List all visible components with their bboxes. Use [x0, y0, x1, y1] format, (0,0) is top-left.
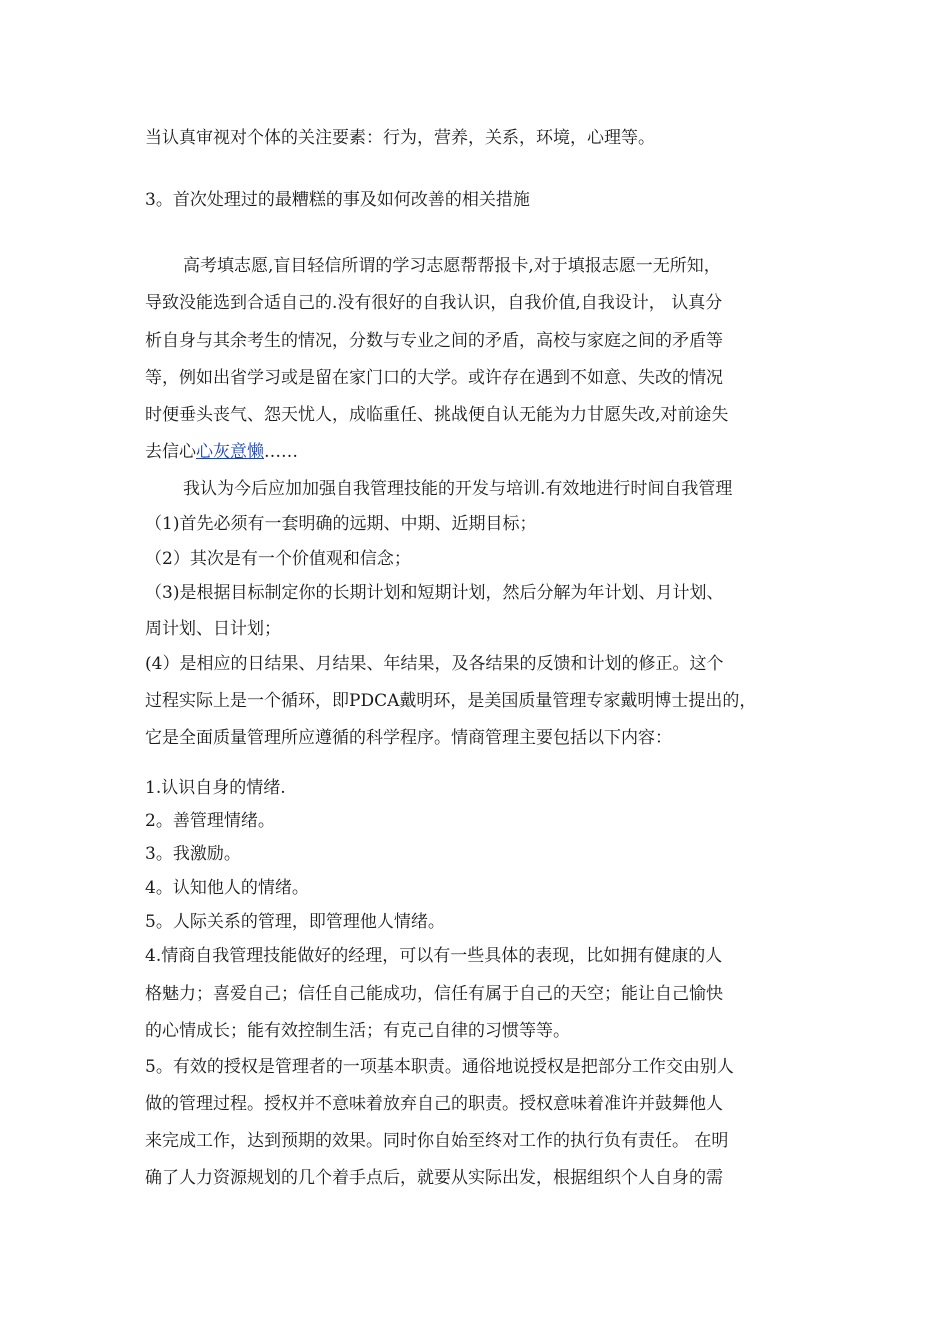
eq-item: 5。人际关系的管理，即管理他人情绪。 — [145, 912, 445, 932]
para1-last-line — [145, 441, 298, 463]
para5-line: 5。有效的授权是管理者的一项基本职责。通俗地说授权是把部分工作交由别人 — [145, 1057, 734, 1077]
para1-last-suffix: …… — [264, 442, 298, 462]
list-item: 周计划、日计划； — [145, 619, 281, 639]
para1-line: 时便垂头丧气、怨天忧人，成临重任、挑战便自认无能为力甘愿失改,对前途失 — [145, 405, 729, 425]
para1-line: 高考填志愿,盲目轻信所谓的学习志愿帮帮报卡,对于填报志愿一无所知， — [183, 256, 721, 276]
list-item: 过程实际上是一个循环，即PDCA戴明环，是美国质量管理专家戴明博士提出的， — [145, 691, 757, 711]
para5-line: 来完成工作，达到预期的效果。同时你自始至终对工作的执行负有责任。 在明 — [145, 1131, 729, 1151]
list-item: （3)是根据目标制定你的长期计划和短期计划，然后分解为年计划、月计划、 — [145, 583, 724, 603]
para1-line: 析自身与其余考生的情况，分数与专业之间的矛盾，高校与家庭之间的矛盾等 — [145, 331, 723, 351]
eq-item: 1.认识自身的情绪. — [145, 778, 286, 798]
para4-line: 的心情成长；能有效控制生活；有克己自律的习惯等等。 — [145, 1021, 570, 1041]
para5-line: 做的管理过程。授权并不意味着放弃自己的职责。授权意味着准许并鼓舞他人 — [145, 1094, 723, 1114]
list-item: （1)首先必须有一套明确的远期、中期、近期目标； — [145, 514, 537, 534]
idiom-link[interactable]: 心灰意懒 — [196, 442, 264, 462]
eq-item: 2。善管理情绪。 — [145, 811, 275, 831]
para4-line: 4.情商自我管理技能做好的经理，可以有一些具体的表现，比如拥有健康的人 — [145, 946, 723, 966]
para5-line: 确了人力资源规划的几个着手点后，就要从实际出发，根据组织个人自身的需 — [145, 1168, 723, 1188]
section-heading-3: 3。首次处理过的最糟糕的事及如何改善的相关措施 — [145, 190, 530, 210]
para1-line: 导致没能选到合适自己的.没有很好的自我认识，自我价值,自我设计， 认真分 — [145, 293, 723, 313]
para1-line: 等，例如出省学习或是留在家门口的大学。或许存在遇到不如意、失改的情况 — [145, 368, 723, 388]
eq-item: 4。认知他人的情绪。 — [145, 878, 309, 898]
list-item: 它是全面质量管理所应遵循的科学程序。情商管理主要包括以下内容： — [145, 728, 672, 748]
para2-first-line: 我认为今后应加加强自我管理技能的开发与培训.有效地进行时间自我管理 — [183, 479, 733, 499]
para1-last-prefix: 去信心 — [145, 442, 196, 462]
eq-item: 3。我激励。 — [145, 844, 241, 864]
para4-line: 格魅力；喜爱自己；信任自己能成功，信任有属于自己的天空；能让自己愉快 — [145, 984, 723, 1004]
list-item: (4）是相应的日结果、月结果、年结果，及各结果的反馈和计划的修正。这个 — [145, 654, 724, 674]
intro-line: 当认真审视对个体的关注要素：行为，营养，关系，环境，心理等。 — [145, 128, 655, 148]
list-item: （2）其次是有一个价值观和信念； — [145, 549, 411, 569]
